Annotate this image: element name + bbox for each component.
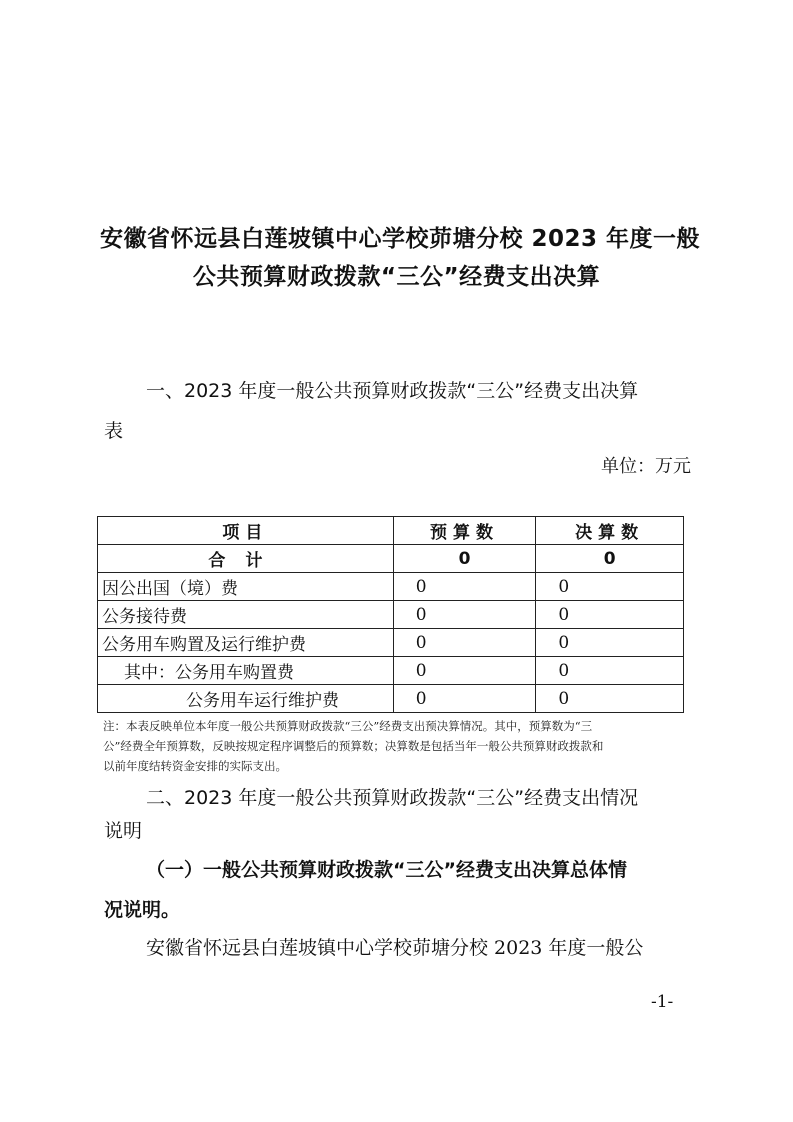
row-final: 0	[536, 685, 684, 713]
body-paragraph: 安徽省怀远县白莲坡镇中心学校茆塘分校 2023 年度一般公	[146, 937, 644, 959]
document-title-line-1: 安徽省怀远县白莲坡镇中心学校茆塘分校 2023 年度一般	[100, 226, 701, 252]
row-final: 0	[536, 573, 684, 601]
header-budget: 预算数	[393, 517, 536, 545]
footnote-line: 公”经费全年预算数，反映按规定程序调整后的预算数；决算数是包括当年一般公共预算财政拨款和	[103, 739, 604, 753]
header-final: 决算数	[536, 517, 684, 545]
row-final: 0	[536, 657, 684, 685]
row-label: 公务用车运行维护费	[98, 685, 394, 713]
table-header-row	[98, 517, 684, 545]
row-label: 其中：公务用车购置费	[98, 657, 394, 685]
total-label: 合计	[98, 545, 394, 573]
subsection-1-heading-line-2: 况说明。	[104, 899, 181, 921]
row-final: 0	[536, 629, 684, 657]
section-2-heading-line-1: 二、2023 年度一般公共预算财政拨款“三公”经费支出情况	[146, 787, 639, 809]
row-budget: 0	[393, 685, 536, 713]
footnote-line: 以前年度结转资金安排的实际支出。	[103, 759, 287, 773]
row-budget: 0	[393, 629, 536, 657]
section-1-heading-line-1: 一、2023 年度一般公共预算财政拨款“三公”经费支出决算	[146, 380, 639, 402]
row-budget: 0	[393, 657, 536, 685]
row-budget: 0	[393, 601, 536, 629]
table-row	[98, 685, 684, 713]
unit-label: 单位：万元	[601, 456, 691, 477]
total-budget: 0	[393, 545, 536, 573]
footnote-line: 注：本表反映单位本年度一般公共预算财政拨款“三公”经费支出预决算情况。其中，预算数为“三	[103, 719, 593, 733]
table-row	[98, 629, 684, 657]
table-footnote	[103, 716, 695, 776]
total-final: 0	[536, 545, 684, 573]
document-title-line-2: 公共预算财政拨款“三公”经费支出决算	[192, 264, 601, 290]
row-label: 公务用车购置及运行维护费	[98, 629, 394, 657]
row-label: 因公出国（境）费	[98, 573, 394, 601]
three-public-expenses-table	[97, 516, 684, 713]
header-item: 项目	[98, 517, 394, 545]
section-1-heading-line-2: 表	[104, 420, 124, 442]
section-2-heading-line-2: 说明	[104, 820, 143, 842]
table-row	[98, 657, 684, 685]
table-total-row	[98, 545, 684, 573]
row-final: 0	[536, 601, 684, 629]
row-label: 公务接待费	[98, 601, 394, 629]
row-budget: 0	[393, 573, 536, 601]
page-number: -1-	[651, 992, 674, 1012]
table-row	[98, 573, 684, 601]
subsection-1-heading-line-1: （一）一般公共预算财政拨款“三公”经费支出决算总体情	[146, 859, 627, 881]
table-row	[98, 601, 684, 629]
